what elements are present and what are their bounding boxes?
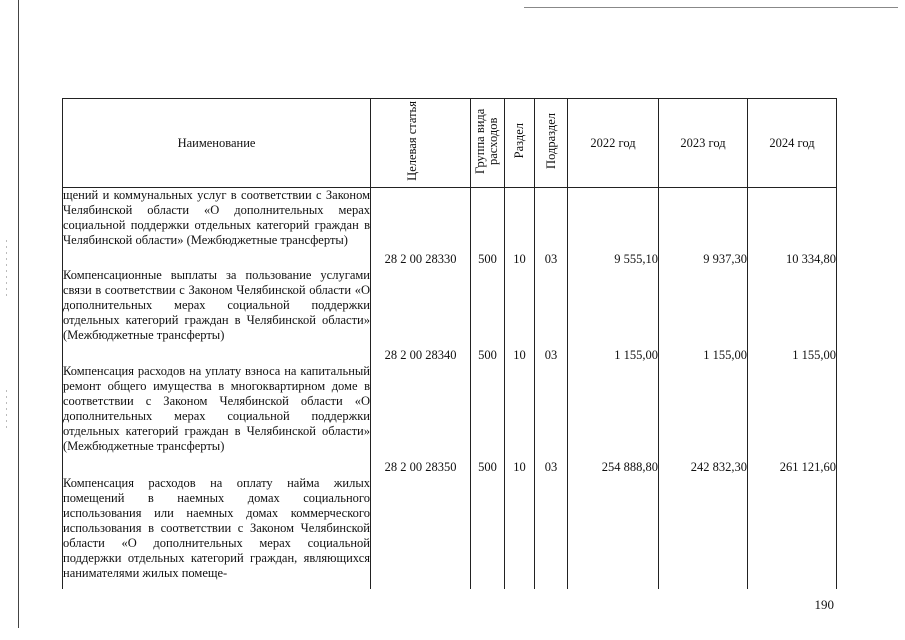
subsection-code: 03 [544, 460, 558, 474]
scan-artifact [6, 240, 7, 300]
amount-2024: 261 121,60 [779, 460, 836, 474]
row-name: Компенсация расходов на оплату найма жилых помещений в наемных домах социального использования или наемных домах коммерческого использования в соответствии с Законом Челябинской области «О дополнительных мерах социальной поддержки отдельных категорий граждан, являющихся нанимателями жилых помеще- [63, 476, 370, 580]
target-article: 28 2 00 28340 [384, 348, 457, 362]
amount-2022: 254 888,80 [601, 460, 658, 474]
amount-2023: 242 832,30 [690, 460, 747, 474]
target-article-column [371, 188, 471, 590]
scan-artifact [6, 390, 7, 430]
subsection-column [535, 188, 568, 590]
header-year-2023: 2023 год [659, 99, 748, 188]
budget-table [62, 98, 837, 589]
row-name: Компенсация расходов на уплату взноса на капитальный ремонт общего имущества в многоквартирном доме в соответствии с Законом Челябинской области «О дополнительных мерах социальной поддержки отдельных категорий граждан в Челябинской области» (Межбюджетные трансферты) [63, 364, 370, 453]
header-year-2024: 2024 год [748, 99, 837, 188]
header-expense-group: Группа вида расходов [471, 99, 505, 188]
table-body-row [63, 188, 837, 590]
section-code: 10 [513, 348, 526, 362]
header-section: Раздел [505, 99, 535, 188]
table-header-row [63, 99, 837, 188]
year-2023-column [659, 188, 748, 590]
names-column [63, 188, 371, 590]
year-2022-column [568, 188, 659, 590]
amount-2023: 9 937,30 [703, 252, 747, 266]
amount-2024: 1 155,00 [792, 348, 836, 362]
subsection-code: 03 [544, 348, 558, 362]
expense-group: 500 [478, 252, 497, 266]
row-name: щений и коммунальных услуг в соответствии с Законом Челябинской области «О дополнительных мерах социальной поддержки отдельных категорий граждан в Челябинской области» (Межбюджетные трансферты) [63, 188, 370, 247]
top-rule [524, 7, 898, 8]
subsection-code: 03 [544, 252, 558, 266]
header-name: Наименование [63, 99, 371, 188]
section-column [505, 188, 535, 590]
section-code: 10 [513, 252, 526, 266]
section-code: 10 [513, 460, 526, 474]
target-article: 28 2 00 28350 [384, 460, 457, 474]
header-subsection: Подраздел [535, 99, 568, 188]
expense-group: 500 [478, 348, 497, 362]
amount-2023: 1 155,00 [703, 348, 747, 362]
expense-group-column [471, 188, 505, 590]
row-name: Компенсационные выплаты за пользование услугами связи в соответствии с Законом Челябинской области «О дополнительных мерах социальной поддержки отдельных категорий граждан в Челябинской области» (Межбюджетные трансферты) [63, 268, 370, 342]
page-number: 190 [814, 597, 834, 612]
header-year-2022: 2022 год [568, 99, 659, 188]
amount-2022: 9 555,10 [614, 252, 658, 266]
year-2024-column [748, 188, 837, 590]
scan-edge-line [18, 0, 19, 628]
amount-2024: 10 334,80 [786, 252, 836, 266]
target-article: 28 2 00 28330 [384, 252, 457, 266]
header-target-article: Целевая статья [371, 99, 471, 188]
expense-group: 500 [478, 460, 497, 474]
amount-2022: 1 155,00 [614, 348, 658, 362]
